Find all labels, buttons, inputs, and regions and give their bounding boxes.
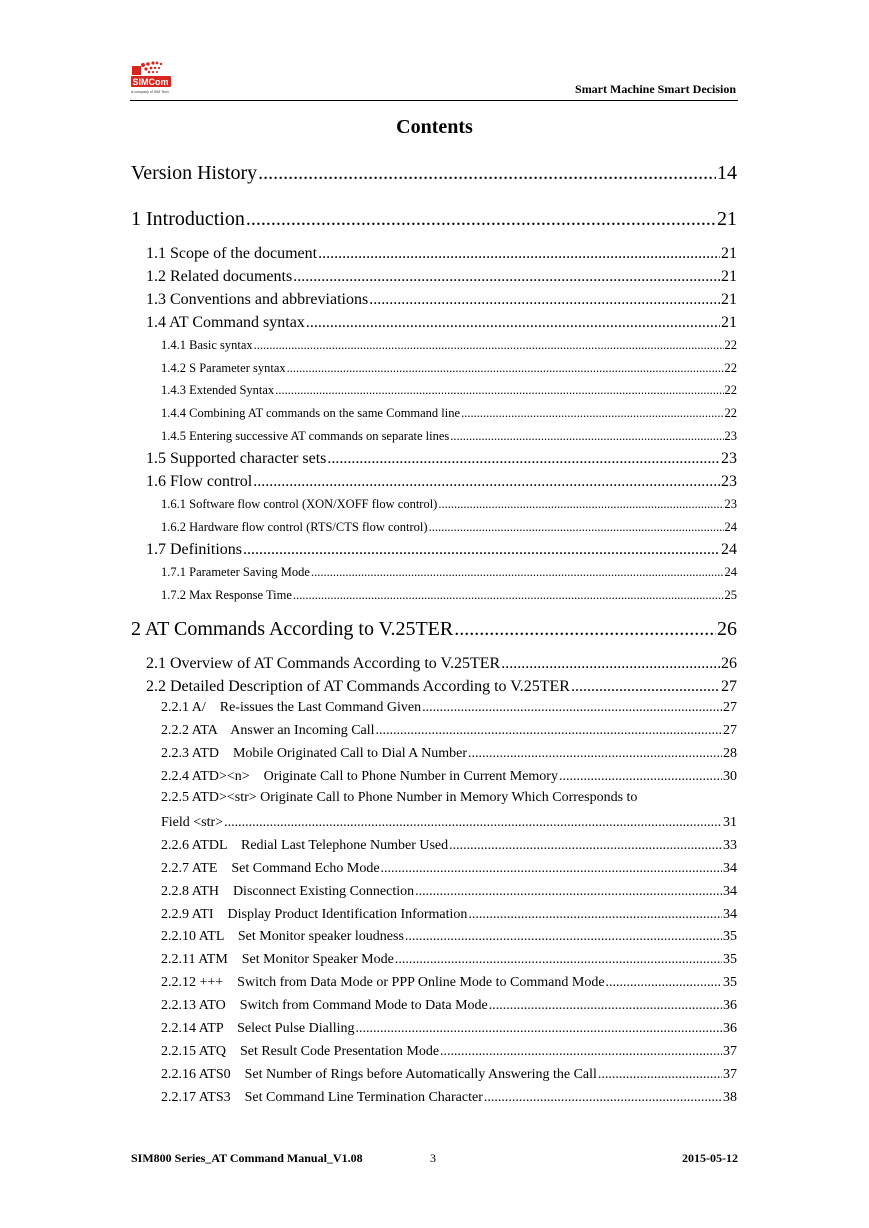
footer-date: 2015-05-12 — [682, 1151, 738, 1165]
footer-document-name: SIM800 Series_AT Command Manual_V1.08 — [131, 1151, 363, 1165]
toc-entry-1-2[interactable]: 1.2 Related documents ..... 21 — [146, 266, 737, 286]
toc-entry-1-6[interactable]: 1.6 Flow control ..... 23 — [146, 471, 737, 491]
toc-entry-1-5[interactable]: 1.5 Supported character sets ..... 23 — [146, 448, 737, 468]
toc-entry-2-1[interactable]: 2.1 Overview of AT Commands According to V.25TER ..... 26 — [146, 653, 737, 673]
toc-entry-1-1[interactable]: 1.1 Scope of the document ..... 21 — [146, 243, 737, 263]
svg-text:SIMCom: SIMCom — [132, 77, 169, 87]
toc-entry-2-2-14[interactable]: 2.2.14 ATP Select Pulse Dialling ..... 36 — [161, 1019, 737, 1037]
toc-entry-1-6-2[interactable]: 1.6.2 Hardware flow control (RTS/CTS flow control) ..... 24 — [161, 518, 737, 535]
toc-entry-1-7[interactable]: 1.7 Definitions ..... 24 — [146, 539, 737, 559]
toc-entry-1-6-1[interactable]: 1.6.1 Software flow control (XON/XOFF flow control) ..... 23 — [161, 495, 737, 512]
toc-entry-2-2-15[interactable]: 2.2.15 ATQ Set Result Code Presentation Mode ..... 37 — [161, 1042, 737, 1060]
toc-entry-2-2-9[interactable]: 2.2.9 ATI Display Product Identification Information ..... 34 — [161, 905, 737, 923]
toc-entry-2-2-16[interactable]: 2.2.16 ATS0 Set Number of Rings before Automatically Answering the Call ..... 37 — [161, 1065, 737, 1083]
svg-text:A company of SIM Tech: A company of SIM Tech — [131, 90, 169, 94]
toc-entry-2-2-17[interactable]: 2.2.17 ATS3 Set Command Line Termination Character ..... 38 — [161, 1088, 737, 1106]
header-tagline: Smart Machine Smart Decision — [575, 82, 736, 96]
toc-entry-2-2-10[interactable]: 2.2.10 ATL Set Monitor speaker loudness ..... 35 — [161, 927, 737, 945]
toc-entry-2-2-13[interactable]: 2.2.13 ATO Switch from Command Mode to Data Mode ..... 36 — [161, 996, 737, 1014]
toc-entry-1-4-1[interactable]: 1.4.1 Basic syntax ..... 22 — [161, 336, 737, 353]
footer-page-number: 3 — [430, 1151, 436, 1165]
toc-entry-2-2-2[interactable]: 2.2.2 ATA Answer an Incoming Call ..... 27 — [161, 721, 737, 739]
page-header — [130, 58, 738, 101]
toc-entry-2-2-8[interactable]: 2.2.8 ATH Disconnect Existing Connection ..... 34 — [161, 882, 737, 900]
toc-entry-2-2-4[interactable]: 2.2.4 ATD><n> Originate Call to Phone Number in Current Memory ..... 30 — [161, 767, 737, 785]
toc-entry-2-2-7[interactable]: 2.2.7 ATE Set Command Echo Mode ..... 34 — [161, 859, 737, 877]
toc-entry-2-2-12[interactable]: 2.2.12 +++ Switch from Data Mode or PPP Online Mode to Command Mode ..... 35 — [161, 973, 737, 991]
toc-entry-2-2-5-line1[interactable]: 2.2.5 ATD><str> Originate Call to Phone Number in Memory Which Corresponds to — [161, 790, 638, 805]
toc-entry-2-2-11[interactable]: 2.2.11 ATM Set Monitor Speaker Mode ..... 35 — [161, 950, 737, 968]
simcom-logo — [130, 60, 174, 96]
toc-entry-1-4-3[interactable]: 1.4.3 Extended Syntax ..... 22 — [161, 381, 737, 398]
toc-entry-1-7-1[interactable]: 1.7.1 Parameter Saving Mode ..... 24 — [161, 563, 737, 580]
toc-entry-2-2-5[interactable]: Field <str> ..... 31 — [161, 813, 737, 831]
toc-entry-version-history[interactable]: Version History ..... 14 — [131, 161, 737, 185]
toc-entry-2-2-1[interactable]: 2.2.1 A/ Re-issues the Last Command Given ..... 27 — [161, 698, 737, 716]
toc-entry-1-4-5[interactable]: 1.4.5 Entering successive AT commands on separate lines ..... 23 — [161, 427, 737, 444]
toc-entry-1-4-2[interactable]: 1.4.2 S Parameter syntax ..... 22 — [161, 359, 737, 376]
toc-entry-2-2-3[interactable]: 2.2.3 ATD Mobile Originated Call to Dial A Number ..... 28 — [161, 744, 737, 762]
toc-entry-2-2[interactable]: 2.2 Detailed Description of AT Commands According to V.25TER ..... 27 — [146, 676, 737, 696]
toc-entry-1-7-2[interactable]: 1.7.2 Max Response Time ..... 25 — [161, 586, 737, 603]
toc-entry-1-4-4[interactable]: 1.4.4 Combining AT commands on the same Command line ..... 22 — [161, 404, 737, 421]
page-title: Contents — [396, 116, 473, 138]
toc-entry-2-2-6[interactable]: 2.2.6 ATDL Redial Last Telephone Number Used ..... 33 — [161, 836, 737, 854]
toc-entry-1-3[interactable]: 1.3 Conventions and abbreviations ..... 21 — [146, 289, 737, 309]
toc-entry-chapter-2[interactable]: 2 AT Commands According to V.25TER ..... 26 — [131, 617, 737, 641]
toc-entry-1-4[interactable]: 1.4 AT Command syntax ..... 21 — [146, 312, 737, 332]
toc-entry-introduction[interactable]: 1 Introduction ..... 21 — [131, 207, 737, 231]
